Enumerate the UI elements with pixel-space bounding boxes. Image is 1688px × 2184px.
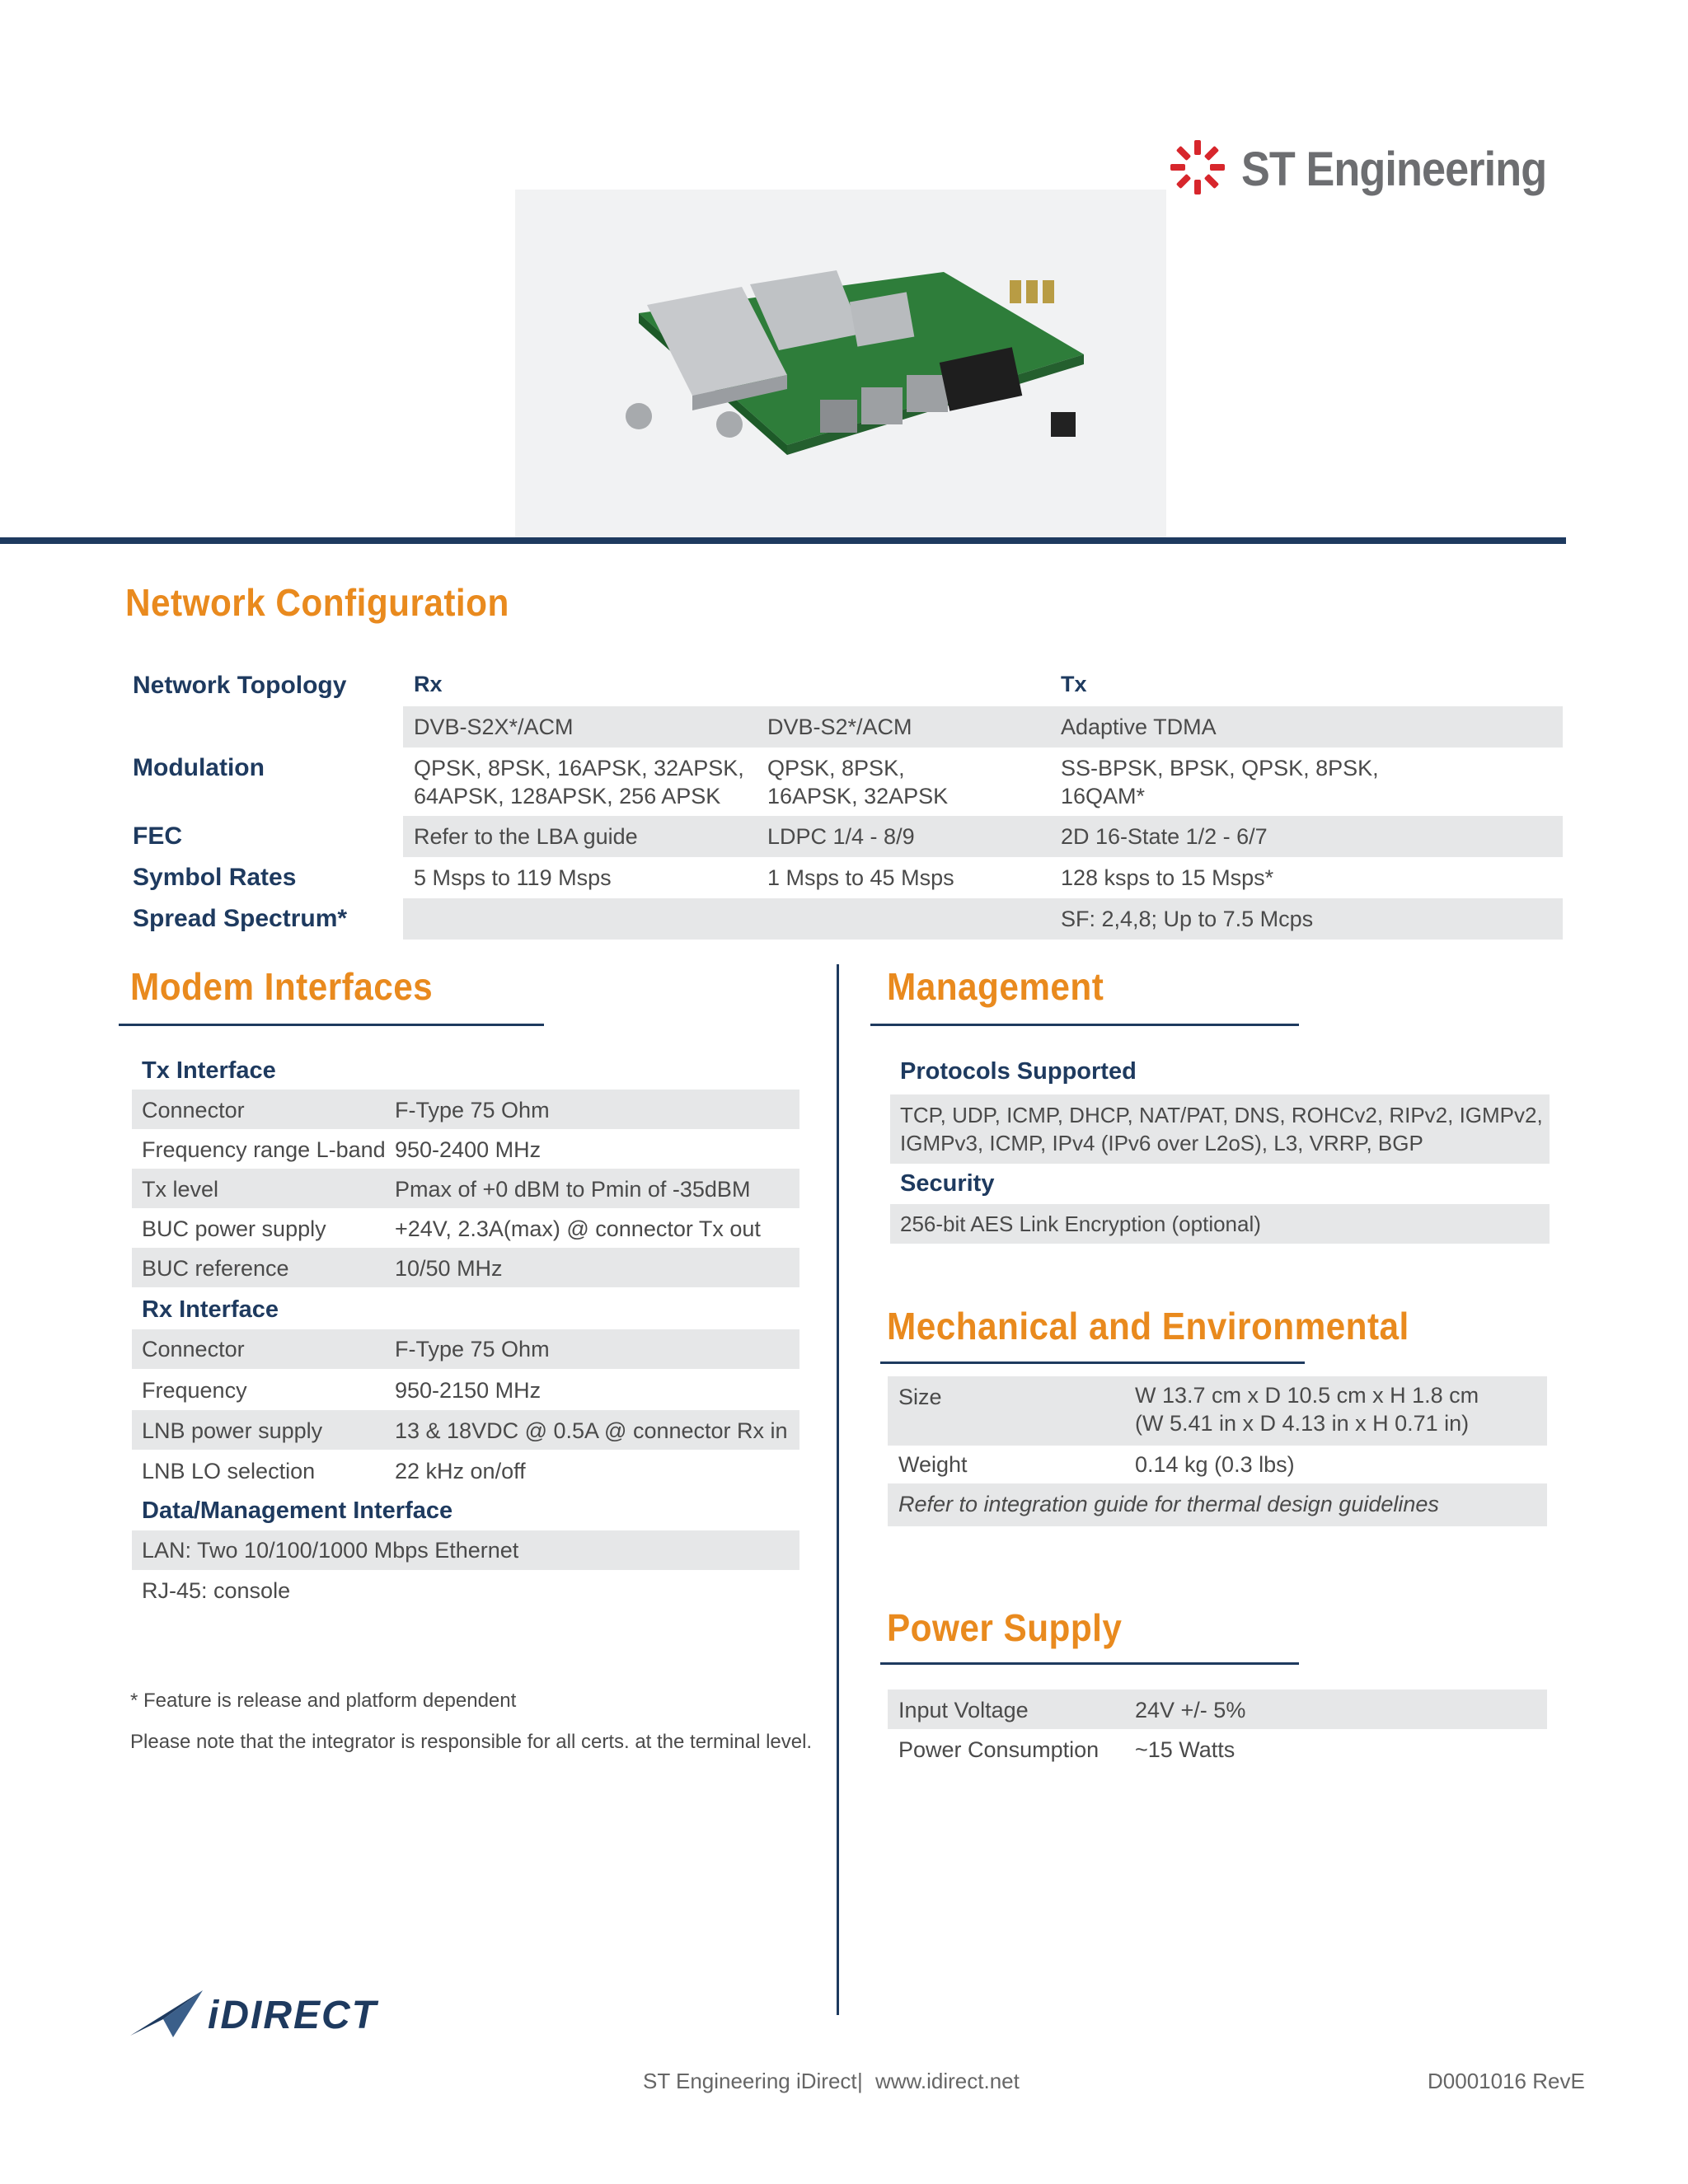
tx-key: Frequency range L-band <box>142 1137 386 1162</box>
mechanical-heading-rule <box>880 1361 1305 1364</box>
footer-separator: | <box>857 2069 863 2093</box>
tx-key: Connector <box>142 1098 245 1122</box>
net-cell: SS-BPSK, BPSK, QPSK, 8PSK, <box>1061 756 1379 780</box>
tx-value: Pmax of +0 dBM to Pmin of -35dBM <box>395 1177 751 1202</box>
tx-label: Tx <box>1061 672 1087 696</box>
tx-key: Tx level <box>142 1177 219 1202</box>
power-heading-rule <box>880 1662 1299 1665</box>
protocols-title: Protocols Supported <box>900 1058 1137 1085</box>
top-divider <box>0 537 1566 544</box>
net-cell: 16APSK, 32APSK <box>767 784 949 808</box>
modem-interfaces-heading: Modem Interfaces <box>130 965 434 1008</box>
st-logo-wordmark: ST Engineering <box>1241 143 1547 196</box>
rx-interface-title: Rx Interface <box>142 1296 279 1323</box>
footnote-certs: Please note that the integrator is responsible for all certs. at the terminal level. <box>130 1731 813 1753</box>
footer-company: ST Engineering iDirect <box>643 2069 857 2093</box>
power-key: Input Voltage <box>898 1698 1029 1722</box>
network-config-heading: Network Configuration <box>125 581 509 624</box>
net-cell: SF: 2,4,8; Up to 7.5 Mcps <box>1061 907 1314 931</box>
spread-spectrum-label: Spread Spectrum* <box>133 905 348 932</box>
fec-label: FEC <box>133 823 182 850</box>
management-heading-rule <box>870 1024 1299 1026</box>
rx-key: LNB power supply <box>142 1418 323 1443</box>
net-cell: 128 ksps to 15 Msps* <box>1061 865 1274 890</box>
rx-key: Frequency <box>142 1378 247 1403</box>
mechanical-heading: Mechanical and Environmental <box>887 1305 1409 1347</box>
net-cell: 64APSK, 128APSK, 256 APSK <box>414 784 721 808</box>
data-mgmt-interface-title: Data/Management Interface <box>142 1497 453 1524</box>
rx-key: LNB LO selection <box>142 1459 316 1483</box>
weight-label: Weight <box>898 1452 968 1477</box>
tx-key: BUC power supply <box>142 1216 326 1241</box>
rx-label: Rx <box>414 672 443 696</box>
weight-value: 0.14 kg (0.3 lbs) <box>1135 1452 1295 1477</box>
column-divider <box>837 964 839 2015</box>
net-cell: 1 Msps to 45 Msps <box>767 865 954 890</box>
net-cell: LDPC 1/4 - 8/9 <box>767 824 915 849</box>
rx-key: Connector <box>142 1337 245 1361</box>
power-key: Power Consumption <box>898 1737 1100 1762</box>
tx-value: 950-2400 MHz <box>395 1137 542 1162</box>
st-star-icon <box>1169 138 1226 196</box>
idirect-swoosh-icon <box>130 1986 204 2040</box>
net-cell: QPSK, 8PSK, 16APSK, 32APSK, <box>414 756 744 780</box>
size-value: W 13.7 cm x D 10.5 cm x H 1.8 cm <box>1135 1383 1479 1408</box>
modem-heading-rule <box>119 1024 544 1026</box>
tx-value: +24V, 2.3A(max) @ connector Tx out <box>395 1216 761 1241</box>
management-heading: Management <box>887 965 1104 1008</box>
tx-interface-title: Tx Interface <box>142 1057 276 1084</box>
network-topology-label: Network Topology <box>133 672 347 699</box>
security-title: Security <box>900 1170 995 1197</box>
net-row-band <box>403 706 1563 748</box>
security-value: 256-bit AES Link Encryption (optional) <box>900 1212 1261 1236</box>
size-label: Size <box>898 1385 942 1409</box>
thermal-note: Refer to integration guide for thermal design guidelines <box>898 1492 1439 1516</box>
footer-doc-id: D0001016 RevE <box>1428 2069 1585 2093</box>
tx-key: BUC reference <box>142 1256 289 1281</box>
footer-url-link[interactable]: www.idirect.net <box>875 2069 1020 2093</box>
net-row-band <box>403 898 1563 940</box>
data-row: RJ-45: console <box>142 1578 291 1603</box>
data-row: LAN: Two 10/100/1000 Mbps Ethernet <box>142 1538 519 1563</box>
protocols-line: TCP, UDP, ICMP, DHCP, NAT/PAT, DNS, ROHCv2, RIPv2, IGMPv2, <box>900 1103 1543 1127</box>
modulation-label: Modulation <box>133 754 265 781</box>
power-value: ~15 Watts <box>1135 1737 1236 1762</box>
power-value: 24V +/- 5% <box>1135 1698 1246 1722</box>
net-cell: QPSK, 8PSK, <box>767 756 905 780</box>
size-value: (W 5.41 in x D 4.13 in x H 0.71 in) <box>1135 1411 1470 1436</box>
net-cell: 2D 16-State 1/2 - 6/7 <box>1061 824 1268 849</box>
idirect-wordmark: iDIRECT <box>208 1994 377 2037</box>
protocols-line: IGMPv3, ICMP, IPv4 (IPv6 over L2oS), L3, VRRP, BGP <box>900 1131 1423 1155</box>
tx-value: F-Type 75 Ohm <box>395 1098 550 1122</box>
rx-value: 13 & 18VDC @ 0.5A @ connector Rx in <box>395 1418 788 1443</box>
modem-board-image <box>515 190 1166 540</box>
product-photo <box>515 190 1166 540</box>
net-cell: 16QAM* <box>1061 784 1146 808</box>
rx-value: 22 kHz on/off <box>395 1459 526 1483</box>
net-cell: Adaptive TDMA <box>1061 715 1217 739</box>
net-cell: Refer to the LBA guide <box>414 824 638 849</box>
rx-value: 950-2150 MHz <box>395 1378 542 1403</box>
rx-value: F-Type 75 Ohm <box>395 1337 550 1361</box>
power-heading: Power Supply <box>887 1606 1123 1649</box>
net-cell: DVB-S2*/ACM <box>767 715 912 739</box>
net-cell: DVB-S2X*/ACM <box>414 715 574 739</box>
footnote-feature: * Feature is release and platform dependent <box>130 1690 517 1712</box>
net-cell: 5 Msps to 119 Msps <box>414 865 612 890</box>
tx-value: 10/50 MHz <box>395 1256 503 1281</box>
symbol-rates-label: Symbol Rates <box>133 864 297 891</box>
